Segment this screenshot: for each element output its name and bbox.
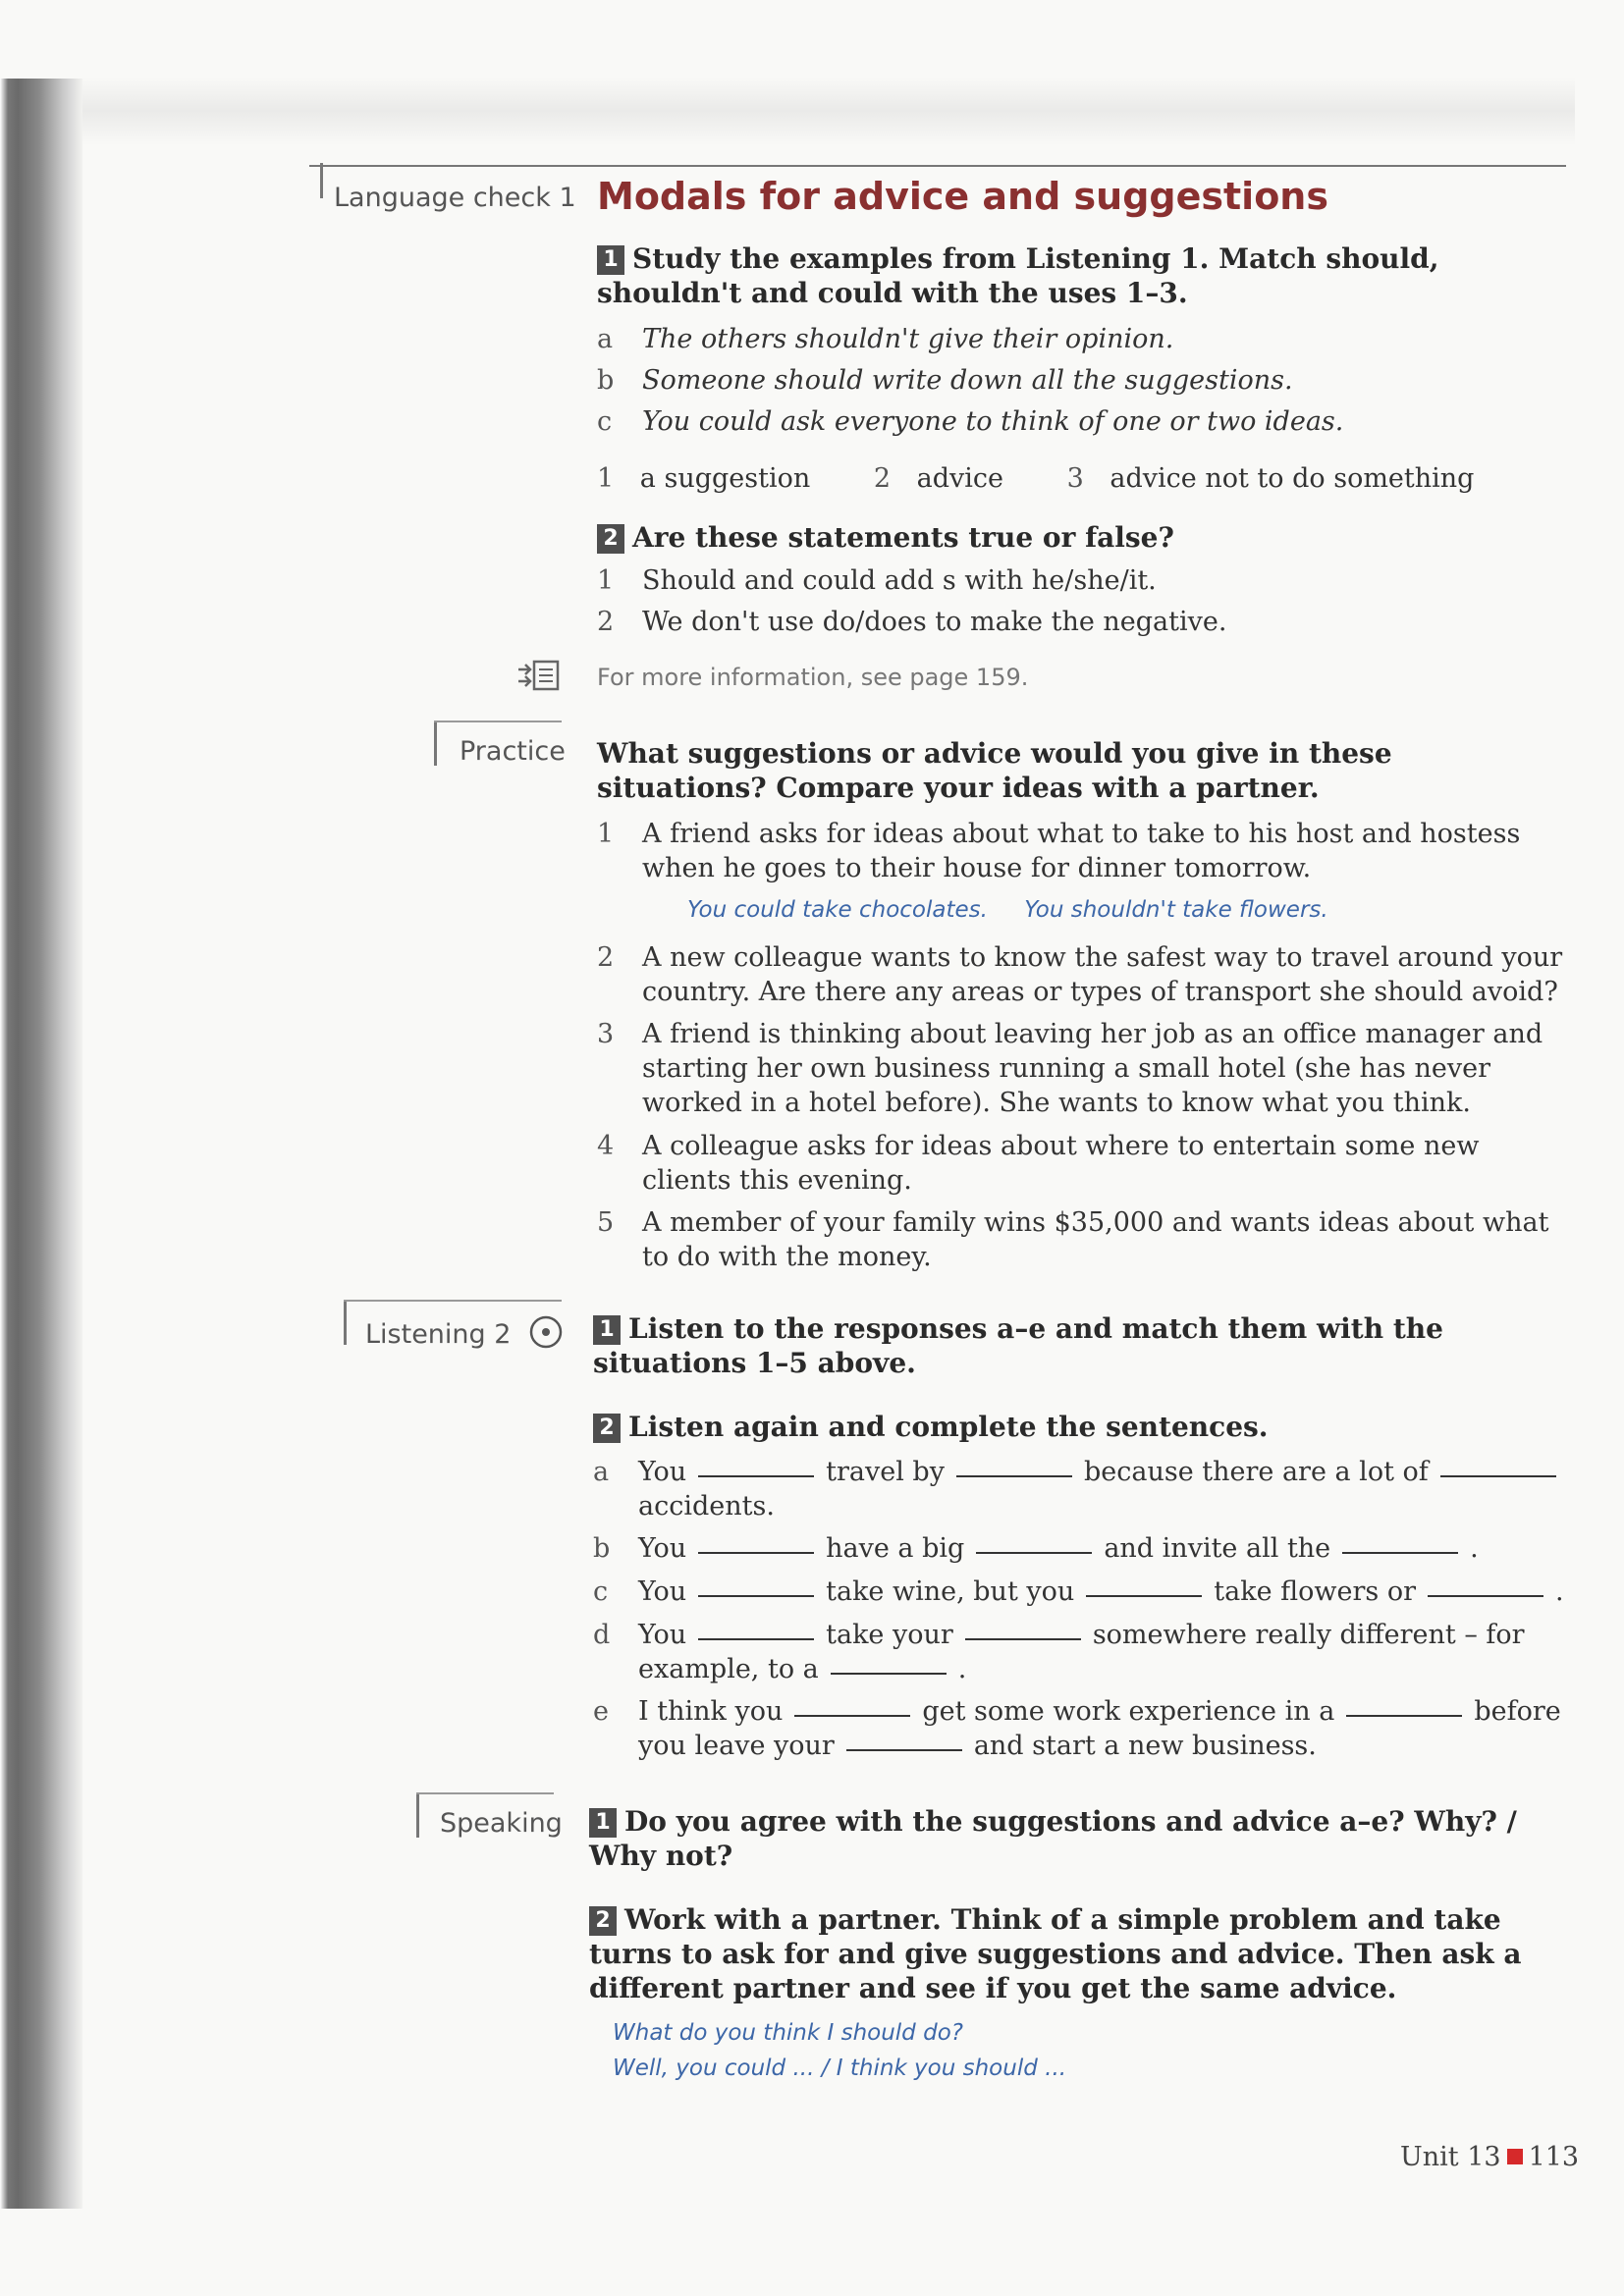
audio-cd-icon[interactable] xyxy=(529,1315,563,1349)
statement-number: 1 xyxy=(597,565,615,596)
sentence-text: somewhere really different – for xyxy=(1092,1620,1525,1650)
instruction-text: Listen to the responses a–e and match them with the situations 1–5 above. xyxy=(593,1312,1443,1379)
blank-field[interactable] xyxy=(956,1475,1072,1477)
item-number: 2 xyxy=(597,942,615,973)
blank-field[interactable] xyxy=(1346,1715,1462,1717)
uses-list xyxy=(597,463,1482,494)
item-text: A colleague asks for ideas about where to entertain some new clients this evening. xyxy=(642,1131,1480,1196)
example-answer: You shouldn't take flowers. xyxy=(1024,897,1328,923)
blank-field[interactable] xyxy=(698,1638,814,1640)
use-number: 2 xyxy=(873,463,892,494)
page-spine-shadow xyxy=(0,79,82,2209)
label-top-rule xyxy=(434,721,562,722)
sentence-label: a xyxy=(593,1457,610,1487)
blank-field[interactable] xyxy=(1342,1552,1458,1554)
practice-item-4 xyxy=(597,1129,1569,1200)
practice-item-5 xyxy=(597,1205,1569,1276)
use-text: a suggestion xyxy=(639,463,811,494)
exercise-1-instruction xyxy=(597,241,1569,310)
sentence-text: and start a new business. xyxy=(973,1731,1317,1761)
blank-field[interactable] xyxy=(965,1638,1081,1640)
sentence-text: I think you xyxy=(638,1696,784,1727)
sentence-text: . xyxy=(1555,1576,1564,1607)
gap-fill-e xyxy=(593,1694,1565,1765)
instruction-text: Listen again and complete the sentences. xyxy=(628,1411,1269,1443)
instruction-text: Work with a partner. Think of a simple problem and take turns to ask for and give suggestions and advice. Then ask a different partner and see if you get the same advice. xyxy=(589,1903,1522,2004)
sentence-text: you leave your xyxy=(638,1731,835,1761)
sentence-text: get some work experience in a xyxy=(922,1696,1335,1727)
blank-field[interactable] xyxy=(1440,1475,1556,1477)
instruction-text: Do you agree with the suggestions and advice a–e? Why? / Why not? xyxy=(589,1805,1517,1872)
gap-fill-d xyxy=(593,1618,1565,1688)
example-label: a xyxy=(597,324,614,354)
statement-text: Should and could add s with he/she/it. xyxy=(642,565,1157,596)
blank-field[interactable] xyxy=(794,1715,910,1717)
sentence-label: b xyxy=(593,1533,611,1564)
blank-field[interactable] xyxy=(1428,1595,1543,1597)
blank-field[interactable] xyxy=(1086,1595,1202,1597)
label-rule xyxy=(434,721,437,766)
more-info-link[interactable]: For more information, see page 159. xyxy=(597,664,1029,691)
blank-field[interactable] xyxy=(831,1673,947,1675)
page-number: 113 xyxy=(1528,2142,1580,2172)
label-rule xyxy=(320,163,323,198)
speaking-exercise-2 xyxy=(589,1902,1565,2005)
sentence-text: take your xyxy=(826,1620,953,1650)
statement-number: 2 xyxy=(597,607,615,637)
sentence-text: example, to a xyxy=(638,1654,819,1684)
section-label-text: Speaking xyxy=(440,1808,563,1839)
item-number: 1 xyxy=(597,819,615,849)
example-text: The others shouldn't give their opinion. xyxy=(642,324,1174,354)
section-label-text: Practice xyxy=(460,736,566,767)
use-number: 3 xyxy=(1066,463,1084,494)
sentence-text: . xyxy=(957,1654,967,1684)
exercise-number: 1 xyxy=(589,1808,617,1838)
sentence-label: d xyxy=(593,1620,611,1650)
section-label-speaking xyxy=(440,1808,563,1839)
use-text: advice xyxy=(916,463,1003,494)
listening-exercise-2 xyxy=(593,1410,1565,1444)
gap-fill-a xyxy=(593,1455,1565,1525)
item-number: 3 xyxy=(597,1019,615,1049)
use-number: 1 xyxy=(597,463,615,494)
sentence-label: e xyxy=(593,1696,609,1727)
exercise-number: 2 xyxy=(593,1414,621,1443)
use-text: advice not to do something xyxy=(1110,463,1475,494)
sentence-text: and invite all the xyxy=(1104,1533,1331,1564)
example-label: c xyxy=(597,406,613,437)
sentence-text: take wine, but you xyxy=(826,1576,1075,1607)
item-text: A new colleague wants to know the safest way to travel around your country. Are there any areas or types of transport she should avoid? xyxy=(642,942,1563,1007)
instruction-text: Are these statements true or false? xyxy=(632,521,1174,554)
footer-square-icon xyxy=(1507,2149,1523,2164)
sentence-text: accidents. xyxy=(638,1491,775,1522)
exercise-number: 2 xyxy=(597,524,624,554)
label-rule xyxy=(416,1792,419,1838)
statement-text: We don't use do/does to make the negative. xyxy=(642,607,1227,637)
sentence-text: travel by xyxy=(826,1457,945,1487)
page-footer xyxy=(1400,2142,1579,2172)
section-label-practice xyxy=(460,736,566,767)
exercise-2-instruction xyxy=(597,520,1569,555)
sentence-text: because there are a lot of xyxy=(1083,1457,1429,1487)
exercise-number: 2 xyxy=(589,1906,617,1936)
item-text: A friend is thinking about leaving her job as an office manager and starting her own business running a small hotel (she has never worked in a hotel before). She wants to know what you think. xyxy=(642,1019,1543,1118)
page-title: Modals for advice and suggestions xyxy=(597,175,1328,218)
practice-example-answers xyxy=(687,897,1328,923)
blank-field[interactable] xyxy=(698,1595,814,1597)
reference-book-icon xyxy=(516,658,562,693)
sentence-text: take flowers or xyxy=(1214,1576,1417,1607)
practice-item-3 xyxy=(597,1017,1569,1121)
sentence-text: have a big xyxy=(826,1533,965,1564)
practice-instruction: What suggestions or advice would you give in these situations? Compare your ideas with a partner. xyxy=(597,737,1392,804)
example-text: Someone should write down all the suggestions. xyxy=(642,365,1293,396)
item-text: A member of your family wins $35,000 and wants ideas about what to do with the money. xyxy=(642,1207,1549,1272)
instruction-text: Study the examples from Listening 1. Match should, shouldn't and could with the uses 1–3. xyxy=(597,242,1439,309)
exercise-number: 1 xyxy=(593,1315,621,1345)
section-label-listening xyxy=(365,1315,563,1350)
sentence-text: . xyxy=(1470,1533,1479,1564)
section-label-language-check xyxy=(334,183,576,213)
blank-field[interactable] xyxy=(698,1552,814,1554)
practice-item-1 xyxy=(597,817,1569,887)
exercise-number: 1 xyxy=(597,245,624,275)
item-number: 5 xyxy=(597,1207,615,1238)
blank-field[interactable] xyxy=(698,1475,814,1477)
speaking-example-line-2: Well, you could ... / I think you should ... xyxy=(613,2056,1067,2081)
speaking-exercise-1 xyxy=(589,1804,1565,1873)
section-top-rule xyxy=(309,165,1566,167)
blank-field[interactable] xyxy=(846,1749,962,1751)
item-number: 4 xyxy=(597,1131,615,1161)
sentence-text: You xyxy=(638,1576,687,1607)
example-answer: You could take chocolates. xyxy=(687,897,988,923)
item-text: A friend asks for ideas about what to take to his host and hostess when he goes to their house for dinner tomorrow. xyxy=(642,819,1521,883)
example-text: You could ask everyone to think of one or two ideas. xyxy=(642,406,1344,437)
label-top-rule xyxy=(416,1792,554,1794)
practice-item-2 xyxy=(597,940,1569,1011)
listening-exercise-1 xyxy=(593,1311,1565,1380)
sentence-label: c xyxy=(593,1576,609,1607)
sentence-text: You xyxy=(638,1457,687,1487)
label-rule xyxy=(344,1300,347,1345)
sentence-text: before xyxy=(1474,1696,1561,1727)
example-label: b xyxy=(597,365,615,396)
blank-field[interactable] xyxy=(976,1552,1092,1554)
top-shadow xyxy=(82,77,1575,145)
sentence-text: You xyxy=(638,1620,687,1650)
label-top-rule xyxy=(344,1300,562,1302)
speaking-example-line-1: What do you think I should do? xyxy=(613,2020,963,2046)
section-label-text: Listening 2 xyxy=(365,1319,512,1350)
sentence-text: You xyxy=(638,1533,687,1564)
unit-label: Unit 13 xyxy=(1400,2142,1501,2172)
section-label-text: Language check 1 xyxy=(334,183,576,213)
